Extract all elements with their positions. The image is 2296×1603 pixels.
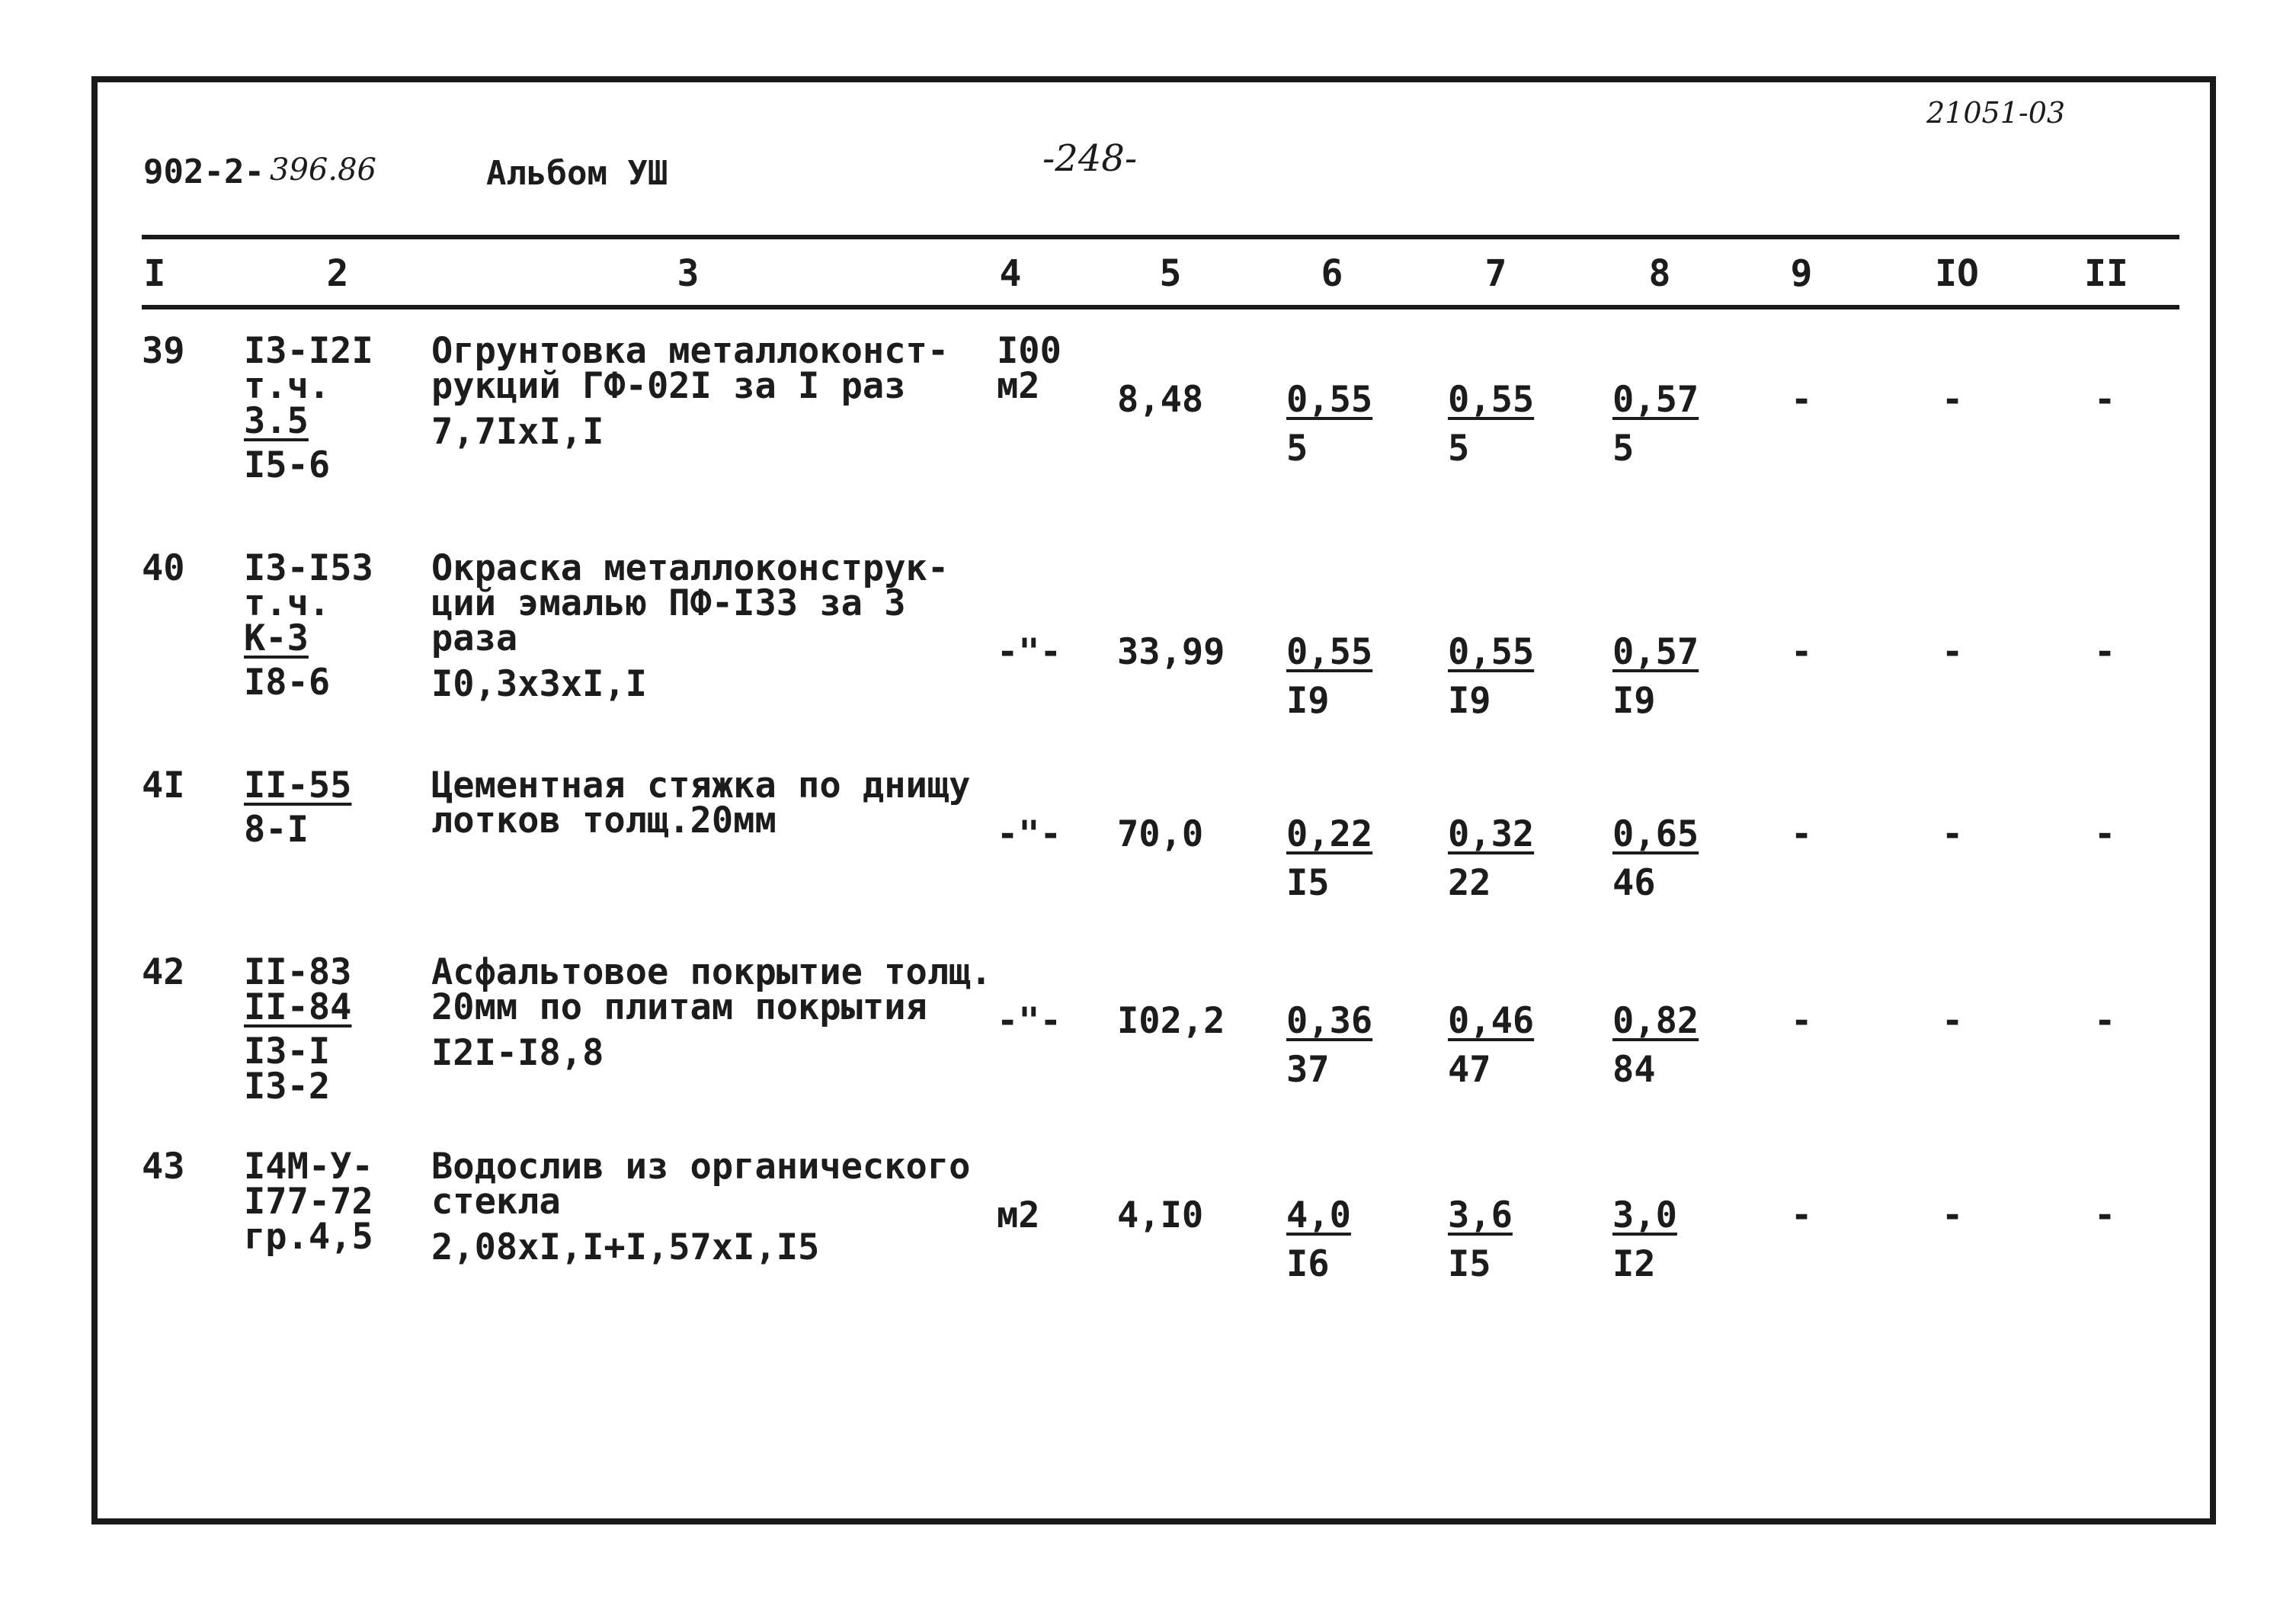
volume-calculation: I2I-I8,8 <box>431 1032 604 1074</box>
work-description: Окраска металлоконструк- <box>431 547 949 589</box>
cost-fraction-bottom: I5 <box>1448 1243 1491 1285</box>
norm-reference: т.ч. <box>244 582 331 624</box>
unit: -"- <box>997 631 1062 673</box>
empty-dash: - <box>1942 1194 1964 1236</box>
norm-reference: гр.4,5 <box>244 1216 373 1258</box>
table-row <box>98 330 2210 555</box>
empty-dash: - <box>1942 1000 1964 1042</box>
cost-fraction-bottom: I6 <box>1286 1243 1330 1285</box>
cost-fraction-top: 0,65 <box>1612 813 1699 855</box>
norm-reference: т.ч. <box>244 365 331 407</box>
cost-fraction-bottom: I9 <box>1612 680 1656 722</box>
cost-fraction-bottom: 5 <box>1448 428 1470 470</box>
empty-dash: - <box>1791 631 1813 673</box>
empty-dash: - <box>2094 379 2116 421</box>
row-number: 4I <box>142 765 185 806</box>
cost-fraction-top: 3,0 <box>1612 1194 1677 1236</box>
empty-dash: - <box>1791 813 1813 855</box>
doc-code-handwritten: 396.86 <box>270 152 376 188</box>
empty-dash: - <box>2094 813 2116 855</box>
work-description: лотков толщ.20мм <box>431 800 777 842</box>
table-row <box>98 951 2210 1176</box>
cost-fraction-bottom: I2 <box>1612 1243 1656 1285</box>
empty-dash: - <box>1942 379 1964 421</box>
empty-dash: - <box>2094 1194 2116 1236</box>
cost-fraction-top: 3,6 <box>1448 1194 1513 1236</box>
norm-reference: II-55 <box>244 765 352 806</box>
cost-fraction-top: 0,46 <box>1448 1000 1535 1042</box>
quantity: 4,I0 <box>1117 1194 1204 1236</box>
norm-reference: I3-I53 <box>244 547 373 589</box>
page-number: -248- <box>1042 137 1138 180</box>
header-bottom-rule <box>142 305 2179 309</box>
norm-reference: II-84 <box>244 986 352 1028</box>
quantity: 70,0 <box>1117 813 1204 855</box>
cost-fraction-bottom: 22 <box>1448 862 1491 904</box>
norm-reference: I5-6 <box>244 444 331 486</box>
norm-reference: I8-6 <box>244 662 331 704</box>
unit: м2 <box>997 1194 1040 1236</box>
cost-fraction-top: 0,82 <box>1612 1000 1699 1042</box>
cost-fraction-top: 0,32 <box>1448 813 1535 855</box>
empty-dash: - <box>2094 1000 2116 1042</box>
column-number: 4 <box>999 252 1022 295</box>
unit: -"- <box>997 813 1062 855</box>
norm-reference: I3-I2I <box>244 330 373 372</box>
column-number: I <box>143 252 166 295</box>
row-number: 42 <box>142 951 185 993</box>
norm-reference: I4M-У- <box>244 1146 373 1188</box>
cost-fraction-bottom: 37 <box>1286 1049 1330 1091</box>
column-number: IO <box>1935 252 1979 295</box>
cost-fraction-top: 0,55 <box>1448 379 1535 421</box>
empty-dash: - <box>1791 379 1813 421</box>
cost-fraction-bottom: 5 <box>1286 428 1308 470</box>
column-number: 7 <box>1484 252 1507 295</box>
cost-fraction-top: 0,57 <box>1612 379 1699 421</box>
work-description: ций эмалью ПФ-I33 за 3 <box>431 582 906 624</box>
unit: I00 <box>997 330 1062 372</box>
cost-fraction-bottom: 47 <box>1448 1049 1491 1091</box>
column-number: 8 <box>1648 252 1671 295</box>
cost-fraction-top: 0,57 <box>1612 631 1699 673</box>
column-number: II <box>2084 252 2128 295</box>
cost-fraction-bottom: 5 <box>1612 428 1635 470</box>
cost-fraction-top: 0,36 <box>1286 1000 1373 1042</box>
cost-fraction-top: 0,55 <box>1286 379 1373 421</box>
work-description: стекла <box>431 1181 561 1223</box>
norm-reference: I77-72 <box>244 1181 373 1223</box>
column-number: 5 <box>1159 252 1182 295</box>
norm-reference: I3-I <box>244 1031 331 1072</box>
table-row <box>98 547 2210 772</box>
album-label: Альбом УШ <box>486 154 668 193</box>
work-description: рукций ГФ-02I за I раз <box>431 365 906 407</box>
row-number: 43 <box>142 1146 185 1188</box>
empty-dash: - <box>1942 631 1964 673</box>
unit: -"- <box>997 1000 1062 1042</box>
doc-code: 902-2- <box>143 152 264 191</box>
work-description: Огрунтовка металлоконст- <box>431 330 949 372</box>
unit: м2 <box>997 365 1040 407</box>
column-number: 6 <box>1321 252 1343 295</box>
volume-calculation: 7,7IxI,I <box>431 411 604 453</box>
cost-fraction-bottom: 84 <box>1612 1049 1656 1091</box>
column-number: 3 <box>677 252 700 295</box>
row-number: 39 <box>142 330 185 372</box>
quantity: 33,99 <box>1117 631 1225 673</box>
quantity: I02,2 <box>1117 1000 1225 1042</box>
header-top-rule <box>142 235 2179 239</box>
cost-fraction-bottom: I9 <box>1448 680 1491 722</box>
work-description: раза <box>431 617 518 659</box>
row-number: 40 <box>142 547 185 589</box>
empty-dash: - <box>1942 813 1964 855</box>
volume-calculation: I0,3x3xI,I <box>431 663 647 705</box>
norm-reference: 3.5 <box>244 400 309 442</box>
work-description: Водослив из органического <box>431 1146 971 1188</box>
cost-fraction-bottom: 46 <box>1612 862 1656 904</box>
cost-fraction-top: 4,0 <box>1286 1194 1351 1236</box>
empty-dash: - <box>1791 1194 1813 1236</box>
empty-dash: - <box>2094 631 2116 673</box>
cost-fraction-top: 0,22 <box>1286 813 1373 855</box>
empty-dash: - <box>1791 1000 1813 1042</box>
norm-reference: К-3 <box>244 617 309 659</box>
table-row <box>98 1146 2210 1371</box>
cost-fraction-bottom: I9 <box>1286 680 1330 722</box>
column-number: 9 <box>1790 252 1813 295</box>
work-description: Асфальтовое покрытие толщ. <box>431 951 992 993</box>
archive-stamp: 21051-03 <box>1926 96 2066 130</box>
cost-fraction-top: 0,55 <box>1448 631 1535 673</box>
work-description: Цементная стяжка по днищу <box>431 765 971 806</box>
volume-calculation: 2,08xI,I+I,57xI,I5 <box>431 1226 820 1268</box>
norm-reference: II-83 <box>244 951 352 993</box>
document-sheet <box>91 76 2216 1524</box>
quantity: 8,48 <box>1117 379 1204 421</box>
column-number: 2 <box>326 252 349 295</box>
cost-fraction-top: 0,55 <box>1286 631 1373 673</box>
norm-reference: I3-2 <box>244 1066 331 1108</box>
norm-reference: 8-I <box>244 809 309 851</box>
work-description: 20мм по плитам покрытия <box>431 986 927 1028</box>
cost-fraction-bottom: I5 <box>1286 862 1330 904</box>
